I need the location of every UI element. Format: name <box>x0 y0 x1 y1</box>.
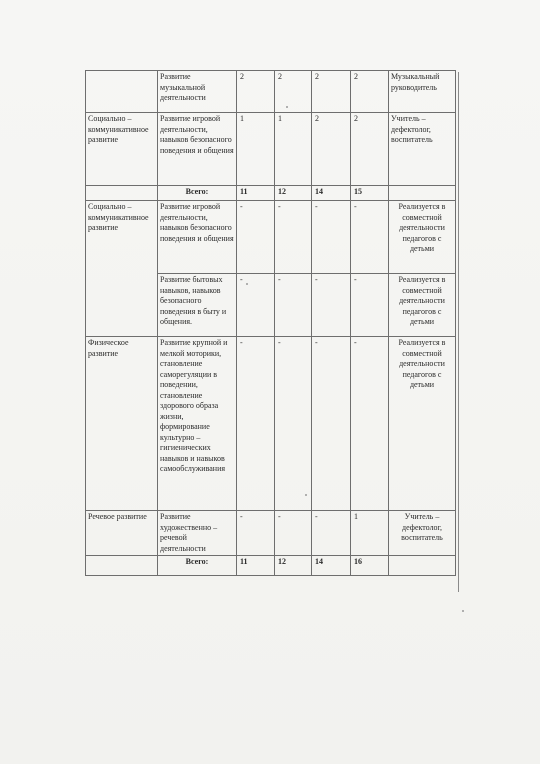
responsible-cell: Реализуется в совместной деятельности педагогов с детьми <box>389 201 456 274</box>
activity-cell: Развитие художественно – речевой деятельности <box>158 511 237 556</box>
total-value: 14 <box>312 556 351 576</box>
responsible-cell: Учитель – дефектолог, воспитатель <box>389 511 456 556</box>
responsible-cell: Учитель – дефектолог, воспитатель <box>389 113 456 186</box>
value-cell: - <box>351 337 389 511</box>
total-label: Всего: <box>158 556 237 576</box>
table-row <box>86 113 456 186</box>
table-row <box>86 337 456 511</box>
responsible-cell: Музыкальный руководитель <box>389 71 456 113</box>
value-cell: 2 <box>275 71 312 113</box>
value-cell: - <box>351 201 389 274</box>
value-cell: - <box>351 274 389 337</box>
total-value: 15 <box>351 186 389 201</box>
table-row <box>86 71 456 113</box>
area-cell: Социально – коммуникативное развитие <box>86 113 158 186</box>
table-row <box>86 201 456 274</box>
scan-speck <box>462 610 464 612</box>
value-cell: - <box>275 201 312 274</box>
responsible-cell <box>389 556 456 576</box>
activity-cell: Развитие крупной и мелкой моторики, становление саморегуляции в поведении, становление здорового образа жизни, формирование культурно – гигиенических навыков и навыков самообслуживания <box>158 337 237 511</box>
total-value: 12 <box>275 556 312 576</box>
area-cell <box>86 71 158 113</box>
value-cell: - <box>237 511 275 556</box>
value-cell: - <box>275 511 312 556</box>
value-cell: 1 <box>275 113 312 186</box>
value-cell: - <box>312 274 351 337</box>
total-row <box>86 556 456 576</box>
total-row <box>86 186 456 201</box>
value-cell: - <box>275 274 312 337</box>
activity-cell: Развитие музыкальной деятельности <box>158 71 237 113</box>
value-cell: 2 <box>312 71 351 113</box>
table-row <box>86 511 456 556</box>
total-value: 12 <box>275 186 312 201</box>
curriculum-table <box>85 70 456 576</box>
value-cell: - <box>275 337 312 511</box>
value-cell: - <box>237 274 275 337</box>
total-value: 16 <box>351 556 389 576</box>
activity-cell: Развитие игровой деятельности, навыков безопасного поведения и общения <box>158 201 237 274</box>
value-cell: 2 <box>237 71 275 113</box>
value-cell: - <box>237 337 275 511</box>
responsible-cell: Реализуется в совместной деятельности педагогов с детьми <box>389 337 456 511</box>
page-edge-line <box>458 72 459 592</box>
value-cell: - <box>312 201 351 274</box>
value-cell: 2 <box>312 113 351 186</box>
value-cell: 2 <box>351 71 389 113</box>
area-cell: Социально – коммуникативное развитие <box>86 201 158 337</box>
area-cell: Речевое развитие <box>86 511 158 556</box>
responsible-cell <box>389 186 456 201</box>
value-cell: - <box>312 337 351 511</box>
total-value: 11 <box>237 556 275 576</box>
activity-cell: Развитие игровой деятельности, навыков безопасного поведения и общения <box>158 113 237 186</box>
activity-cell: Развитие бытовых навыков, навыков безопасного поведения в быту и общения. <box>158 274 237 337</box>
area-cell <box>86 556 158 576</box>
value-cell: 1 <box>237 113 275 186</box>
value-cell: 1 <box>351 511 389 556</box>
total-label: Всего: <box>158 186 237 201</box>
value-cell: - <box>312 511 351 556</box>
total-value: 11 <box>237 186 275 201</box>
area-cell <box>86 186 158 201</box>
total-value: 14 <box>312 186 351 201</box>
responsible-cell: Реализуется в совместной деятельности педагогов с детьми <box>389 274 456 337</box>
value-cell: 2 <box>351 113 389 186</box>
value-cell: - <box>237 201 275 274</box>
area-cell: Физическое развитие <box>86 337 158 511</box>
